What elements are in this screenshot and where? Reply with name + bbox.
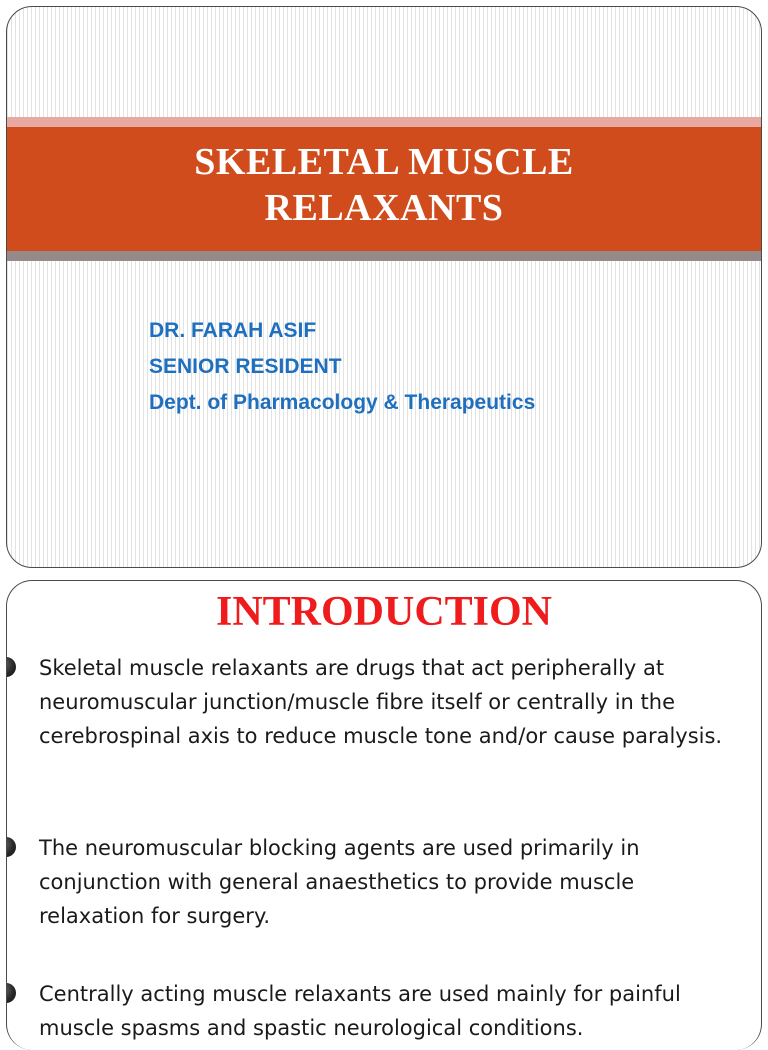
introduction-slide: [6, 580, 762, 1050]
bullet-item-3: Centrally acting muscle relaxants are used mainly for painful muscle spasms and spastic neurological conditions.: [39, 982, 681, 1040]
title-band-top-stripe: [7, 117, 761, 127]
bullet-dot-icon: [7, 983, 16, 1003]
title-band-bottom-stripe: [7, 251, 761, 261]
bullet-dot-icon: [7, 657, 16, 677]
introduction-content: [7, 581, 761, 1050]
author-block: [149, 313, 535, 421]
author-name: DR. FARAH ASIF: [149, 319, 317, 342]
slide-title-line-2: RELAXANTS: [264, 187, 504, 229]
bullet-item-2: The neuromuscular blocking agents are used primarily in conjunction with general anaesthetics to provide muscle relaxation for surgery.: [39, 836, 640, 928]
slide-title-line-1: SKELETAL MUSCLE: [194, 141, 574, 183]
title-slide: [6, 6, 762, 568]
author-role: SENIOR RESIDENT: [149, 355, 342, 378]
bullet-item-1: Skeletal muscle relaxants are drugs that act peripherally at neuromuscular junction/muscle fibre itself or centrally in the cerebrospinal axis to reduce muscle tone and/or cause paralysis.: [39, 656, 723, 748]
bullet-dot-icon: [7, 837, 16, 857]
introduction-heading: INTRODUCTION: [215, 589, 553, 635]
slide-title: [7, 139, 761, 231]
author-department: Dept. of Pharmacology & Therapeutics: [149, 391, 536, 414]
